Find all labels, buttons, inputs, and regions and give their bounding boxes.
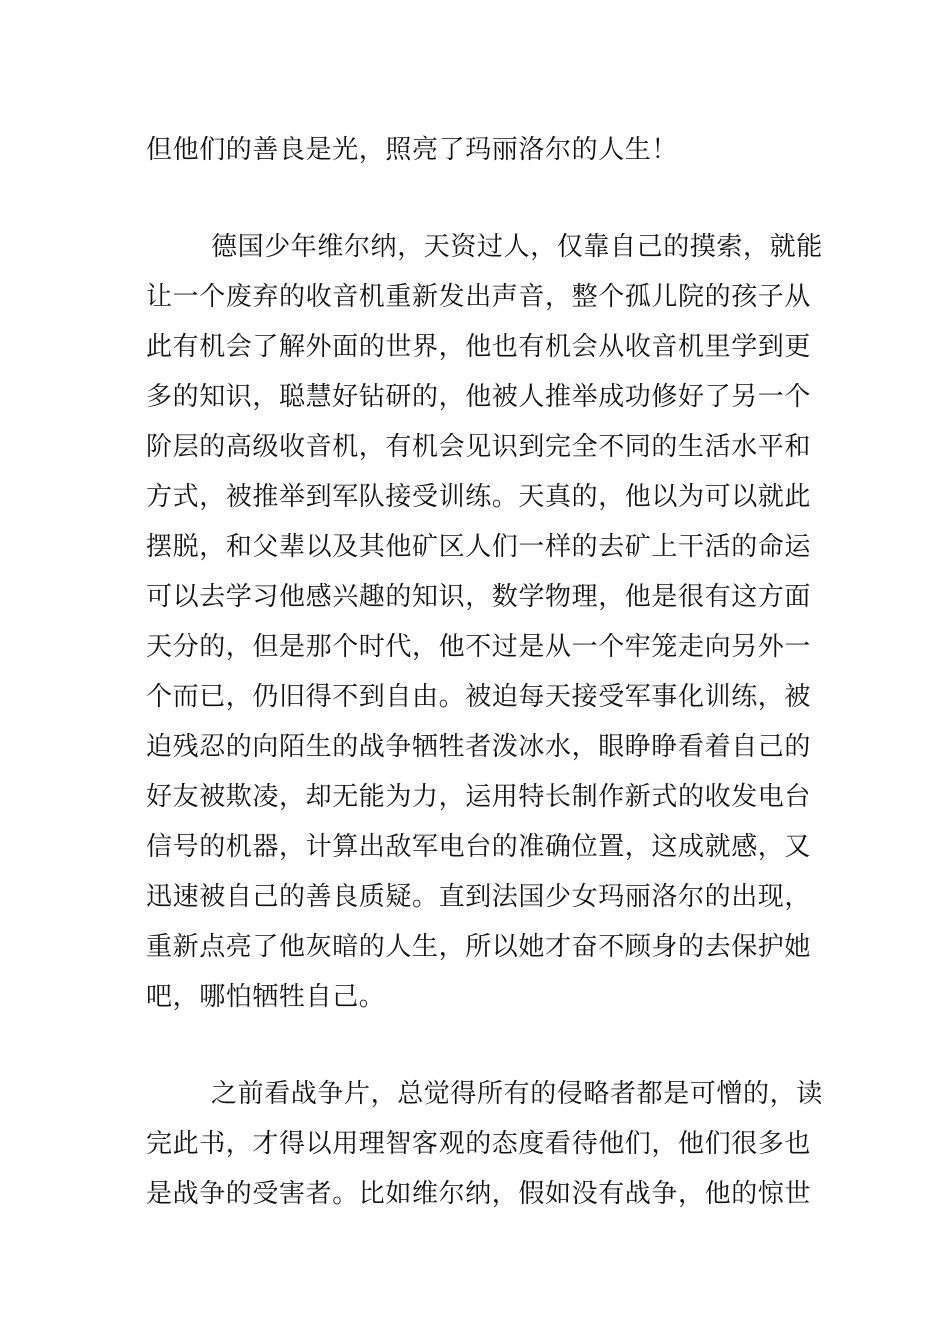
paragraph-3-line-2: 完此书，才得以用理智客观的态度看待他们，他们很多也 [146,1129,812,1159]
paragraph-2-line-11: 迫残忍的向陌生的战争牺牲者泼冰水，眼睁睁看着自己的 [146,732,812,762]
paragraph-3-line-3: 是战争的受害者。比如维尔纳，假如没有战争，他的惊世 [146,1179,812,1209]
paragraph-2-line-6: 方式，被推举到军队接受训练。天真的，他以为可以就此 [146,482,812,512]
paragraph-2-line-12: 好友被欺凌，却无能为力，运用特长制作新式的收发电台 [146,782,812,812]
paragraph-1-line-1: 但他们的善良是光，照亮了玛丽洛尔的人生！ [146,135,679,165]
paragraph-2-line-1: 德国少年维尔纳，天资过人，仅靠自己的摸索，就能 [211,232,823,262]
paragraph-2-line-4: 多的知识，聪慧好钻研的，他被人推举成功修好了另一个 [146,382,812,412]
paragraph-2-line-13: 信号的机器，计算出敌军电台的准确位置，这成就感，又 [146,832,812,862]
paragraph-2-line-15: 重新点亮了他灰暗的人生，所以她才奋不顾身的去保护她 [146,932,812,962]
paragraph-2-line-9: 天分的，但是那个时代，他不过是从一个牢笼走向另外一 [146,632,812,662]
paragraph-2-line-8: 可以去学习他感兴趣的知识，数学物理，他是很有这方面 [146,582,812,612]
paragraph-2-line-16: 吧，哪怕牺牲自己。 [146,982,386,1012]
paragraph-2-line-14: 迅速被自己的善良质疑。直到法国少女玛丽洛尔的出现， [146,882,812,912]
paragraph-2-line-3: 此有机会了解外面的世界，他也有机会从收音机里学到更 [146,332,812,362]
paragraph-2-line-7: 摆脱，和父辈以及其他矿区人们一样的去矿上干活的命运 [146,532,812,562]
paragraph-3-line-1: 之前看战争片，总觉得所有的侵略者都是可憎的，读 [211,1079,823,1109]
paragraph-2-line-5: 阶层的高级收音机，有机会见识到完全不同的生活水平和 [146,432,812,462]
paragraph-2-line-10: 个而已，仍旧得不到自由。被迫每天接受军事化训练，被 [146,682,812,712]
paragraph-2-line-2: 让一个废弃的收音机重新发出声音，整个孤儿院的孩子从 [146,282,812,312]
